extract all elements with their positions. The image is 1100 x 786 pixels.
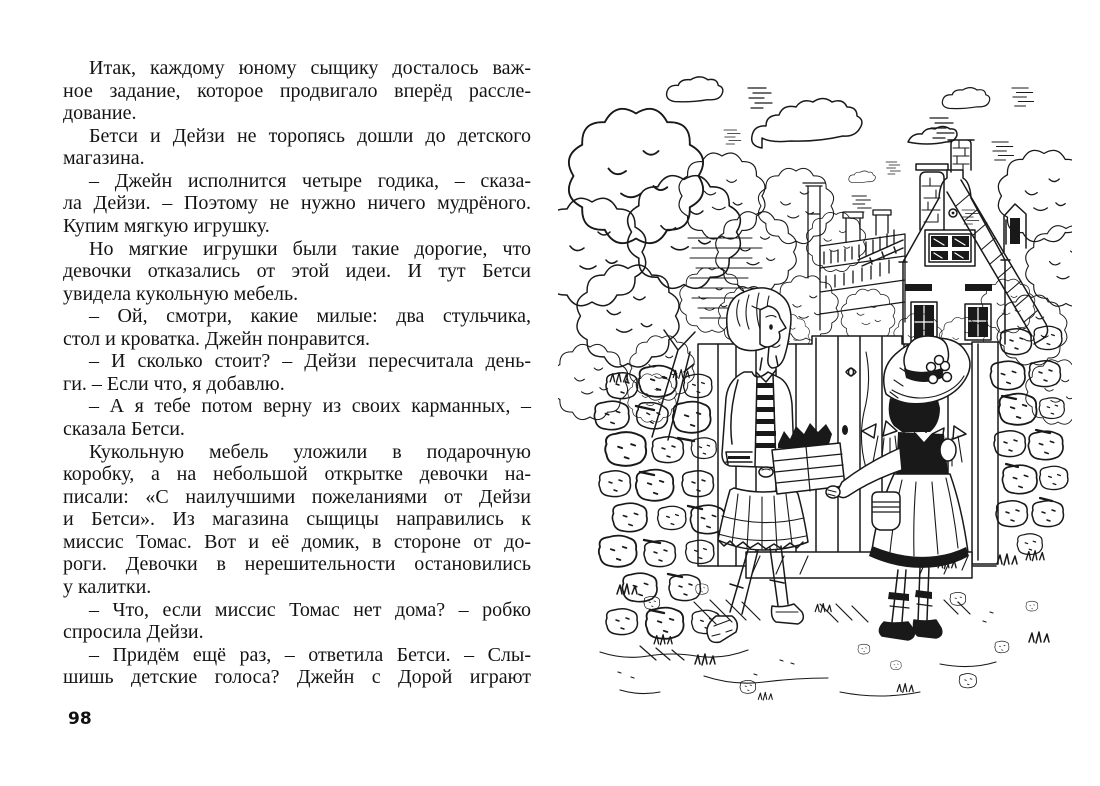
book-illustration (558, 40, 1072, 708)
page-number: 98 (68, 709, 92, 729)
text-line: – Джейн исполнится четыре годика, – сказа- (89, 169, 531, 192)
text-line: миссис Томас. Вот и её домик, в стороне от до- (63, 530, 531, 553)
text-line: и Бетси». Из магазина сыщицы направились к (63, 508, 531, 531)
text-line: спросила Дейзи. (63, 621, 204, 644)
ground (600, 559, 1049, 700)
text-line: Бетси и Дейзи не торопясь дошли до детского (89, 124, 531, 147)
text-line: ное задание, которое продвигало вперёд рассле- (63, 79, 531, 102)
text-line: дование. (63, 102, 137, 125)
text-line: магазина. (63, 147, 145, 170)
text-line: писали: «С наилучшими пожеланиями от Дейзи (63, 485, 531, 508)
text-line: роги. Девочки в нерешительности остановились (63, 553, 531, 576)
text-line: у калитки. (63, 575, 152, 598)
background-buildings (803, 183, 905, 330)
text-column (63, 57, 531, 689)
illustration-canvas (558, 40, 1072, 708)
text-line: девочки отказались от этой идеи. И тут Бетси (63, 260, 531, 283)
text-line: – Ой, смотри, какие милые: два стульчика, (89, 305, 531, 328)
stone-pillar-right (990, 326, 1068, 565)
text-line: Кукольную мебель уложили в подарочную (89, 440, 531, 463)
text-line: коробку, а на небольшой открытке девочки на- (63, 463, 531, 486)
text-line: стол и кроватка. Джейн понравится. (63, 327, 371, 350)
text-line: Купим мягкую игрушку. (63, 214, 270, 237)
text-line: Но мягкие игрушки были такие дорогие, что (89, 237, 531, 260)
text-line: увидела кукольную мебель. (63, 282, 299, 305)
text-line: ги. – Если что, я добавлю. (63, 372, 285, 395)
sky (724, 88, 1034, 224)
text-line: – И сколько стоит? – Дейзи пересчитала день- (89, 350, 531, 373)
house (858, 140, 1048, 354)
gate-post (972, 342, 998, 564)
clouds (667, 77, 990, 183)
text-line: – Что, если миссис Томас нет дома? – робко (89, 598, 531, 621)
text-line: – А я тебе потом верну из своих карманных, – (89, 395, 531, 418)
text-line: – Придём ещё раз, – ответила Бетси. – Слы- (89, 643, 531, 666)
text-line: ла Дейзи. – Поэтому не нужно ничего мудрёного. (63, 192, 531, 215)
text-line: сказала Бетси. (63, 418, 185, 440)
text-line: шишь детские голоса? Джейн с Дорой играют (63, 666, 531, 689)
text-line: Итак, каждому юному сыщику досталось важ- (89, 57, 531, 79)
